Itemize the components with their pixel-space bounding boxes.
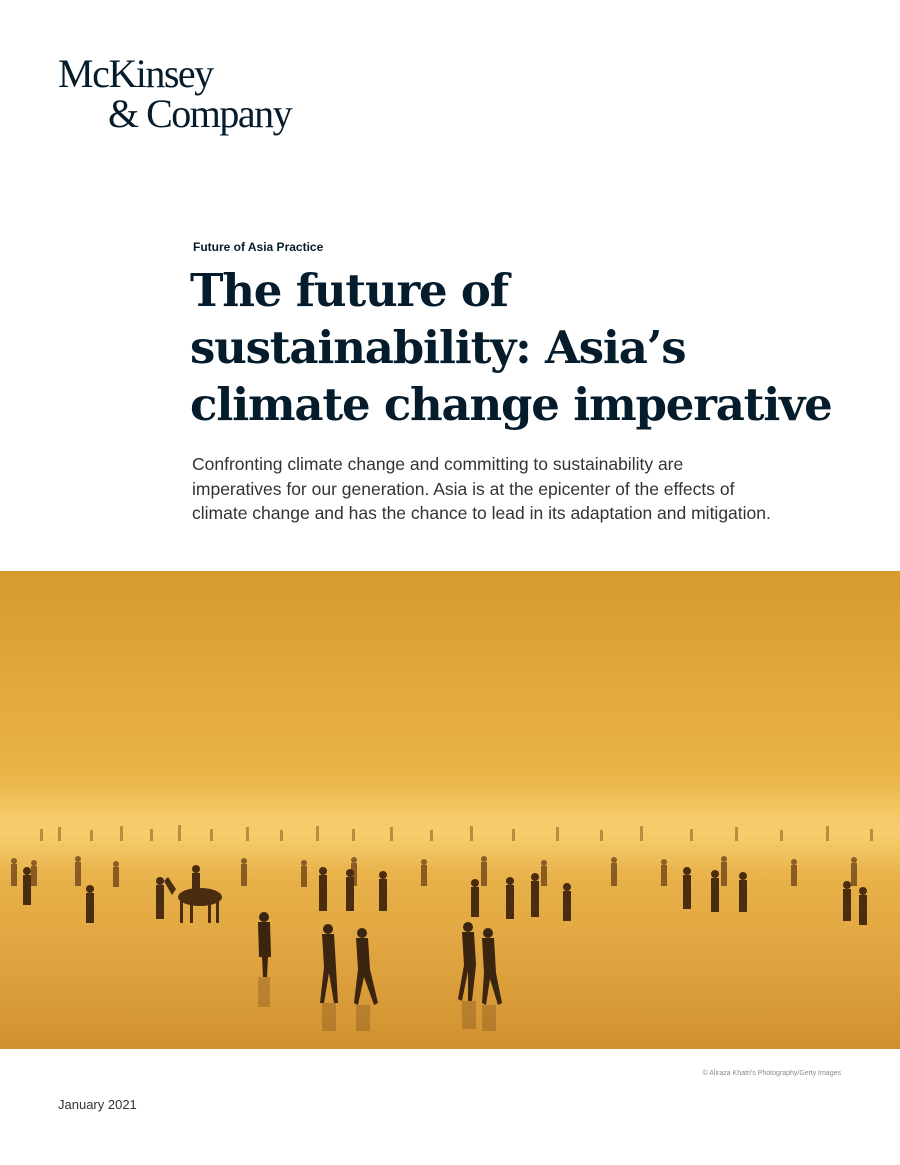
report-subtitle [192,452,872,526]
beach-photo [0,571,900,1049]
logo-line-1: McKinsey [58,51,213,96]
title-line: sustainability: Asia’s [190,321,686,374]
subtitle-line: Confronting climate change and committing to sustainability are [192,454,684,474]
horizon-haze [0,771,900,881]
logo-line-2: & Company [108,91,292,136]
subtitle-line: imperatives for our generation. Asia is at the epicenter of the effects of [192,478,735,499]
publication-date: January 2021 [58,1097,137,1112]
photo-credit: © Aliraza Khatri’s Photography/Getty Images [702,1070,841,1077]
subtitle-line: climate change and has the chance to lead in its adaptation and mitigation. [192,503,771,523]
title-line: The future of [190,264,508,317]
wet-sand [0,871,900,1049]
title-line: climate change imperative [190,378,832,431]
mckinsey-logo [58,51,292,136]
practice-label: Future of Asia Practice [193,240,324,254]
report-title [190,262,870,433]
beach-photo-illustration [0,571,900,1049]
